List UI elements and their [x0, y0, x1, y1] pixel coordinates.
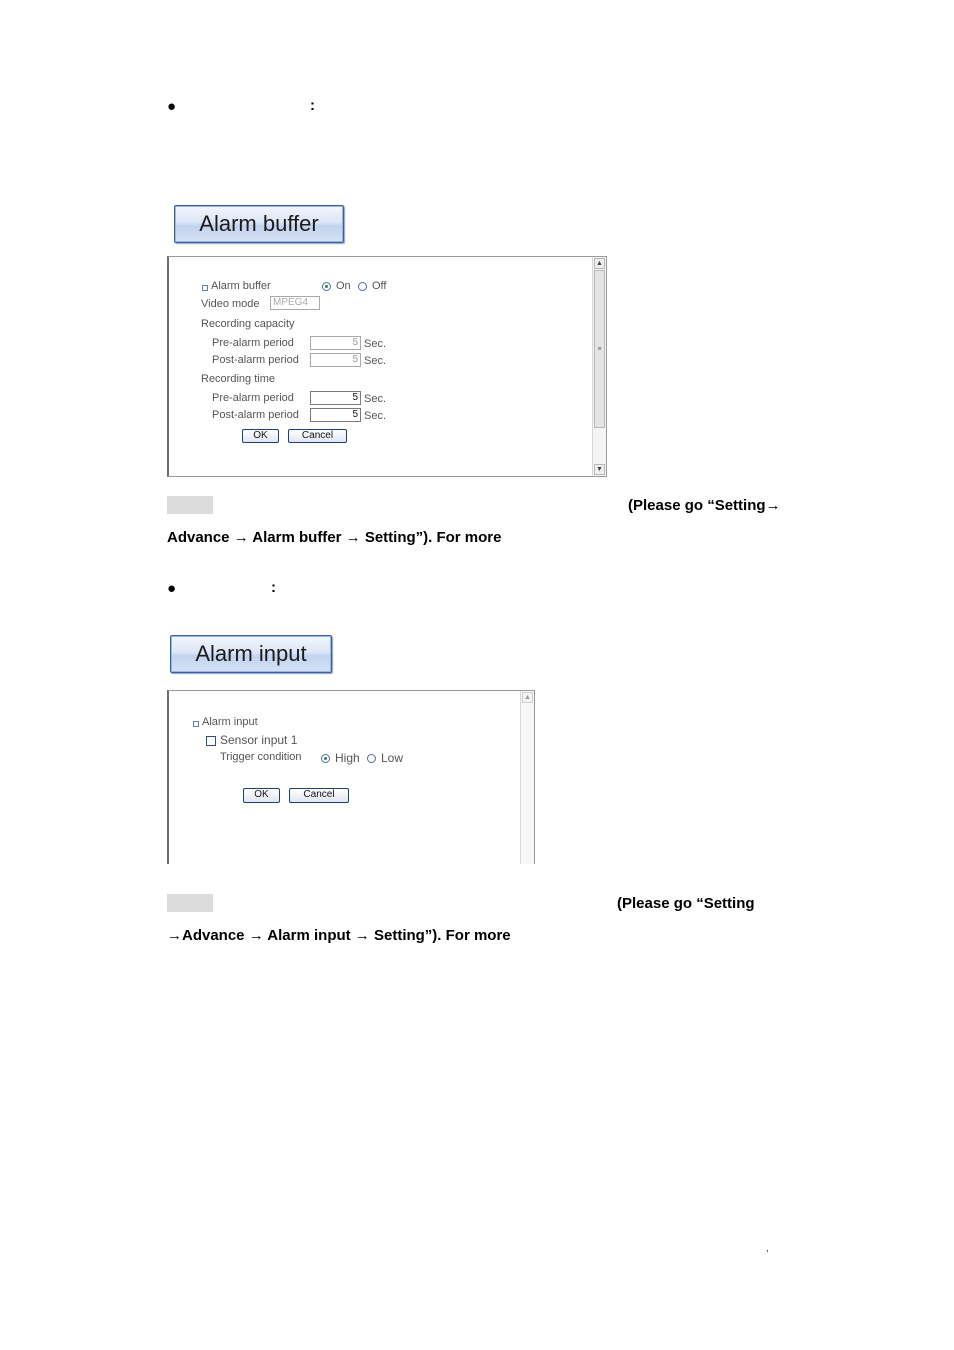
heading-colon-alarm-input: :: [271, 579, 276, 596]
footer-mark: ,: [766, 1243, 769, 1254]
rt-post-alarm-label: Post-alarm period: [212, 409, 299, 421]
scroll-down-arrow-icon[interactable]: ▼: [594, 464, 605, 475]
note-alarm-buffer-line2: Advance → Alarm buffer → Setting”). For more: [167, 529, 502, 546]
video-mode-field: MPEG4: [270, 296, 320, 310]
video-mode-label: Video mode: [201, 298, 260, 310]
rc-pre-sec-unit: Sec.: [364, 338, 387, 350]
alarm-buffer-off-label: Off: [372, 280, 387, 292]
alarm-buffer-label: Alarm buffer: [211, 280, 271, 292]
alarm-input-label: Alarm input: [202, 716, 258, 728]
alarm-input-ok-button[interactable]: OK: [243, 788, 280, 803]
sensor-input-label: Sensor input 1: [220, 733, 298, 747]
rt-pre-alarm-input[interactable]: 5: [310, 391, 361, 405]
sensor-input-checkbox[interactable]: [206, 736, 216, 746]
bullet-alarm-buffer: ●: [167, 98, 177, 115]
rc-pre-alarm-field: 5: [310, 336, 361, 350]
rc-post-sec-unit: Sec.: [364, 355, 387, 367]
rt-post-alarm-input[interactable]: 5: [310, 408, 361, 422]
alarm-buffer-on-label: On: [336, 280, 351, 292]
rc-pre-alarm-label: Pre-alarm period: [212, 337, 294, 349]
trigger-condition-label: Trigger condition: [220, 751, 302, 763]
alarm-buffer-on-radio[interactable]: [322, 282, 331, 291]
note-alarm-buffer-line1: (Please go “Setting→: [628, 497, 781, 514]
alarm-buffer-scrollbar[interactable]: [592, 257, 606, 476]
recording-time-label: Recording time: [201, 373, 275, 385]
alarm-input-settings-panel: [167, 690, 535, 864]
trigger-high-radio[interactable]: [321, 754, 330, 763]
note-highlight-box: [167, 894, 213, 912]
bullet-alarm-input: ●: [167, 580, 177, 597]
alarm-buffer-tab-button[interactable]: Alarm buffer: [174, 205, 344, 243]
recording-capacity-label: Recording capacity: [201, 318, 295, 330]
note-alarm-input-line2: →Advance → Alarm input → Setting”). For more: [167, 927, 511, 944]
heading-colon-alarm-buffer: :: [310, 97, 315, 114]
note-alarm-input-line1: (Please go “Setting: [617, 895, 755, 912]
trigger-low-radio[interactable]: [367, 754, 376, 763]
rc-post-alarm-label: Post-alarm period: [212, 354, 299, 366]
alarm-input-cancel-button[interactable]: Cancel: [289, 788, 349, 803]
rt-post-sec-unit: Sec.: [364, 410, 387, 422]
alarm-buffer-settings-panel: [167, 256, 607, 477]
alarm-buffer-off-radio[interactable]: [358, 282, 367, 291]
alarm-input-scrollbar[interactable]: [520, 691, 534, 864]
trigger-low-label: Low: [381, 751, 404, 765]
rt-pre-alarm-label: Pre-alarm period: [212, 392, 294, 404]
rt-pre-sec-unit: Sec.: [364, 393, 387, 405]
scroll-up-arrow-icon[interactable]: ▲: [522, 692, 533, 703]
alarm-buffer-cancel-button[interactable]: Cancel: [288, 429, 347, 443]
alarm-input-tab-button[interactable]: Alarm input: [170, 635, 332, 673]
section-square-icon: [193, 721, 199, 727]
section-square-icon: [202, 285, 208, 291]
rc-post-alarm-field: 5: [310, 353, 361, 367]
trigger-high-label: High: [335, 751, 360, 765]
scroll-thumb[interactable]: ≡: [594, 270, 605, 428]
scroll-up-arrow-icon[interactable]: ▲: [594, 258, 605, 269]
note-highlight-box: [167, 496, 213, 514]
alarm-buffer-ok-button[interactable]: OK: [242, 429, 279, 443]
